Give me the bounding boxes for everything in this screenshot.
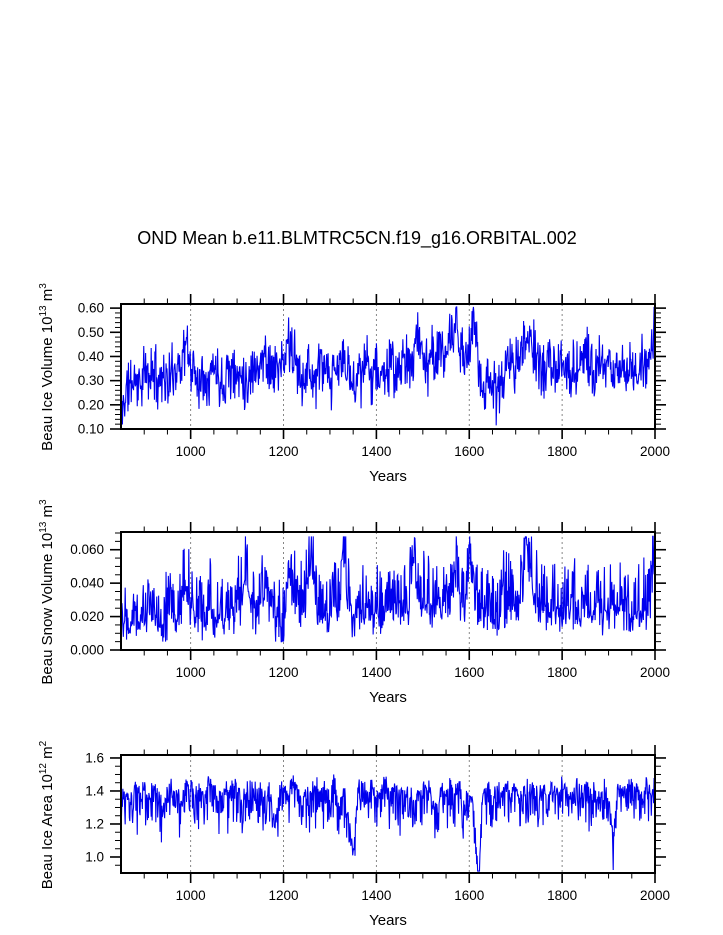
y-tick-label: 0.000 [70, 642, 104, 658]
x-tick-label: 1400 [361, 444, 392, 459]
x-tick-label: 1000 [175, 444, 206, 459]
y-tick-label: 0.10 [77, 421, 104, 437]
tick-labels [85, 750, 670, 903]
x-tick-label: 1600 [454, 888, 485, 903]
y-axis-label-unit: m [39, 746, 56, 764]
chart-title: OND Mean b.e11.BLMTRC5CN.f19_g16.ORBITAL.002 [137, 228, 577, 248]
y-tick-label: 0.50 [77, 324, 104, 340]
y-tick-label: 0.20 [77, 397, 104, 413]
panel-beau-ice-area [85, 745, 670, 929]
y-axis-label-text: Beau Snow Volume 10 [39, 532, 56, 685]
x-tick-label: 2000 [639, 665, 671, 680]
y-tick-label: 1.2 [85, 816, 104, 832]
series-line-beau-ice-area [121, 774, 655, 871]
exponent: 13 [38, 521, 49, 533]
y-tick-label: 0.60 [77, 300, 104, 316]
y-tick-label: 0.40 [77, 348, 104, 364]
y-tick-label: 1.0 [85, 849, 104, 865]
y-tick-label: 0.040 [70, 575, 104, 591]
y-axis-label-unit: m [39, 505, 56, 522]
x-tick-label: 2000 [639, 888, 671, 903]
x-tick-label: 1800 [547, 665, 578, 680]
x-tick-label: 1800 [547, 888, 578, 903]
x-axis-label-years: Years [369, 689, 407, 706]
y-axis-label-unit: m [39, 288, 56, 306]
exponent: 12 [38, 763, 49, 775]
exponent: 13 [38, 305, 49, 317]
exponent: 2 [38, 740, 49, 747]
x-tick-label: 1200 [268, 665, 299, 680]
x-tick-label: 1200 [268, 888, 299, 903]
series-line-beau-ice-volume [121, 307, 655, 425]
y-tick-label: 0.060 [70, 542, 104, 558]
x-tick-label: 2000 [639, 444, 671, 459]
y-tick-label: 0.30 [77, 373, 104, 389]
x-tick-label: 1200 [268, 444, 299, 459]
x-tick-label: 1000 [175, 665, 206, 680]
x-tick-label: 1800 [547, 444, 578, 459]
exponent: 3 [38, 283, 49, 289]
exponent: 3 [38, 499, 49, 505]
x-tick-label: 1000 [175, 888, 206, 903]
x-tick-label: 1400 [361, 665, 392, 680]
y-axis-label-text: Beau Ice Area 10 [39, 774, 56, 890]
y-tick-label: 0.020 [70, 609, 104, 625]
panel-beau-snow-volume [70, 522, 670, 706]
y-tick-label: 1.4 [85, 783, 104, 799]
x-axis-label-years: Years [369, 468, 407, 485]
x-tick-label: 1600 [454, 444, 485, 459]
x-axis-label-years: Years [369, 912, 407, 929]
x-tick-label: 1400 [361, 888, 392, 903]
x-tick-label: 1600 [454, 665, 485, 680]
y-axis-label-text: Beau Ice Volume 10 [39, 316, 56, 451]
tick-labels [78, 301, 670, 459]
plot-frame [121, 755, 655, 873]
series-line-beau-snow-volume [121, 536, 655, 641]
y-tick-label: 1.6 [85, 750, 104, 766]
panel-beau-ice-volume [78, 294, 670, 485]
